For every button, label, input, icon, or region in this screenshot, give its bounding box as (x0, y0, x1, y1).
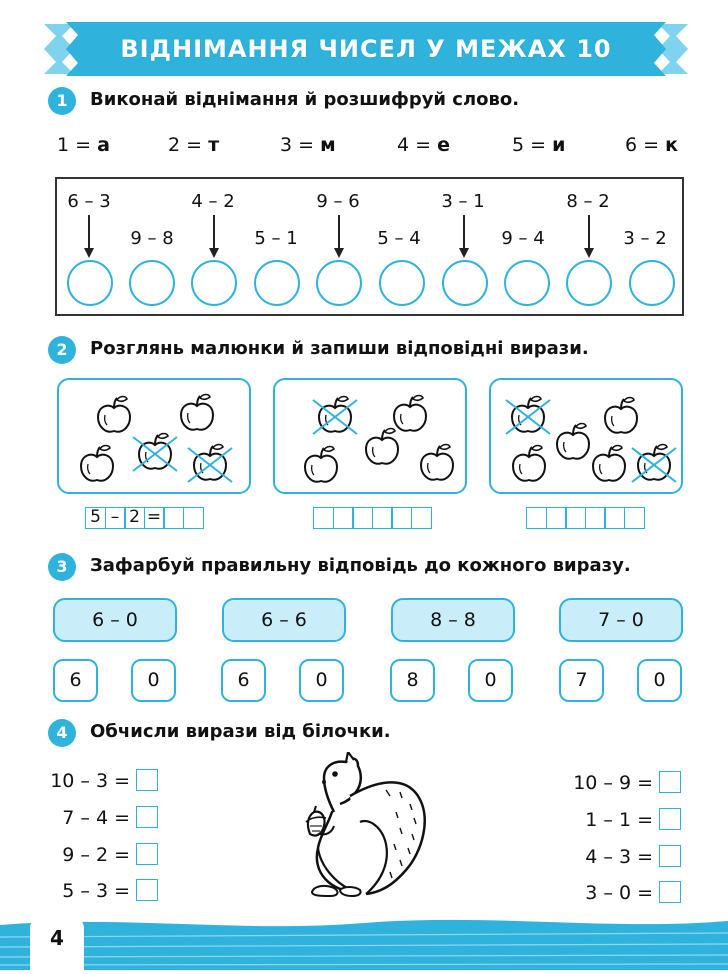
arrow-down-icon (213, 215, 215, 251)
arrow-down-icon (584, 248, 594, 258)
answer-option[interactable]: 6 (221, 659, 266, 702)
grid-cell: – (105, 507, 126, 529)
answer-option[interactable]: 0 (131, 659, 176, 702)
answer-box[interactable] (659, 808, 681, 830)
arrow-down-icon (84, 248, 94, 258)
grid-cell[interactable] (546, 507, 567, 529)
answer-box[interactable] (136, 806, 158, 828)
arrow-down-icon (588, 215, 590, 251)
arrow-down-icon (459, 248, 469, 258)
arrow-down-icon (463, 215, 465, 251)
low-expression: 9 – 8 (130, 228, 174, 249)
answer-circle[interactable] (254, 260, 300, 306)
answer-box[interactable] (136, 879, 158, 901)
answer-circle[interactable] (67, 260, 113, 306)
expression-grid[interactable] (526, 507, 645, 529)
expression-pill: 8 – 8 (391, 598, 515, 642)
top-expression: 6 – 3 (67, 191, 111, 212)
grid-cell[interactable] (565, 507, 586, 529)
expression-grid[interactable] (313, 507, 432, 529)
answer-option[interactable]: 8 (390, 659, 435, 702)
apples-picture (491, 380, 685, 496)
picture-frame (273, 378, 467, 494)
answer-circle[interactable] (442, 260, 488, 306)
wave-decoration (0, 915, 728, 970)
grid-cell[interactable] (391, 507, 412, 529)
task-1-instruction: Виконай віднімання й розшифруй слово. (90, 89, 520, 110)
grid-cell[interactable] (585, 507, 606, 529)
answer-circle[interactable] (379, 260, 425, 306)
task-4-instruction: Обчисли вирази від білочки. (90, 721, 391, 742)
grid-cell: 2 (124, 507, 145, 529)
answer-option[interactable]: 7 (559, 659, 604, 702)
arrow-down-icon (88, 215, 90, 251)
arrow-down-icon (334, 248, 344, 258)
answer-box[interactable] (659, 845, 681, 867)
answer-box[interactable] (659, 771, 681, 793)
legend-item: 3 = м (280, 134, 336, 156)
task-2-badge: 2 (48, 336, 76, 364)
grid-cell: = (144, 507, 165, 529)
top-expression: 9 – 6 (316, 191, 360, 212)
task-1-badge: 1 (48, 87, 76, 115)
page-title: ВІДНІМАННЯ ЧИСЕЛ У МЕЖАХ 10 (120, 35, 612, 63)
legend-item: 6 = к (625, 134, 679, 156)
legend-item: 4 = е (397, 134, 450, 156)
answer-option[interactable]: 6 (53, 659, 98, 702)
answer-circle[interactable] (191, 260, 237, 306)
grid-cell[interactable] (604, 507, 625, 529)
low-expression: 5 – 4 (377, 228, 421, 249)
grid-cell: 5 (85, 507, 106, 529)
expression-pill: 7 – 0 (559, 598, 683, 642)
answer-circle[interactable] (316, 260, 362, 306)
grid-cell[interactable] (624, 507, 645, 529)
arrow-down-icon (209, 248, 219, 258)
task-3-instruction: Зафарбуй правильну відповідь до кожного виразу. (90, 555, 631, 576)
grid-cell[interactable] (526, 507, 547, 529)
bottom-wave-band (0, 915, 728, 970)
right-equation: 1 – 1 = (585, 809, 653, 831)
answer-circle[interactable] (566, 260, 612, 306)
grid-cell[interactable] (352, 507, 373, 529)
left-equation: 9 – 2 = (62, 844, 130, 866)
right-equation: 10 – 9 = (573, 772, 653, 794)
picture-frame (489, 378, 683, 494)
answer-box[interactable] (136, 769, 158, 791)
page-number: 4 (50, 926, 64, 950)
grid-cell[interactable] (411, 507, 432, 529)
low-expression: 9 – 4 (501, 228, 545, 249)
top-expression: 8 – 2 (566, 191, 610, 212)
top-expression: 4 – 2 (191, 191, 235, 212)
grid-cell[interactable] (183, 507, 204, 529)
cipher-legend (55, 134, 685, 162)
task-3-badge: 3 (48, 553, 76, 581)
picture-frame (57, 378, 251, 494)
answer-box[interactable] (136, 843, 158, 865)
grid-cell[interactable] (333, 507, 354, 529)
apples-picture (275, 380, 469, 496)
answer-circle[interactable] (504, 260, 550, 306)
grid-cell[interactable] (313, 507, 334, 529)
legend-item: 1 = а (57, 134, 110, 156)
expression-pill: 6 – 0 (53, 598, 177, 642)
right-equation: 3 – 0 = (585, 882, 653, 904)
left-equation: 7 – 4 = (62, 807, 130, 829)
legend-item: 2 = т (168, 134, 220, 156)
answer-option[interactable]: 0 (637, 659, 682, 702)
expression-grid[interactable] (85, 507, 204, 529)
answer-circle[interactable] (129, 260, 175, 306)
answer-circle[interactable] (629, 260, 675, 306)
grid-cell[interactable] (372, 507, 393, 529)
title-banner (44, 20, 688, 78)
squirrel-icon (290, 752, 435, 902)
grid-cell[interactable] (163, 507, 184, 529)
answer-box[interactable] (659, 881, 681, 903)
right-equation: 4 – 3 = (585, 846, 653, 868)
task-4-badge: 4 (48, 719, 76, 747)
left-equation: 5 – 3 = (62, 880, 130, 902)
low-expression: 3 – 2 (623, 228, 667, 249)
task-2-instruction: Розглянь малюнки й запиши відповідні вирази. (90, 338, 589, 359)
answer-option[interactable]: 0 (468, 659, 513, 702)
low-expression: 5 – 1 (254, 228, 298, 249)
legend-item: 5 = и (512, 134, 566, 156)
arrow-down-icon (338, 215, 340, 251)
apples-picture (59, 380, 253, 496)
squirrel-illustration (290, 752, 435, 902)
expression-pill: 6 – 6 (222, 598, 346, 642)
top-expression: 3 – 1 (441, 191, 485, 212)
answer-option[interactable]: 0 (299, 659, 344, 702)
left-equation: 10 – 3 = (50, 770, 130, 792)
